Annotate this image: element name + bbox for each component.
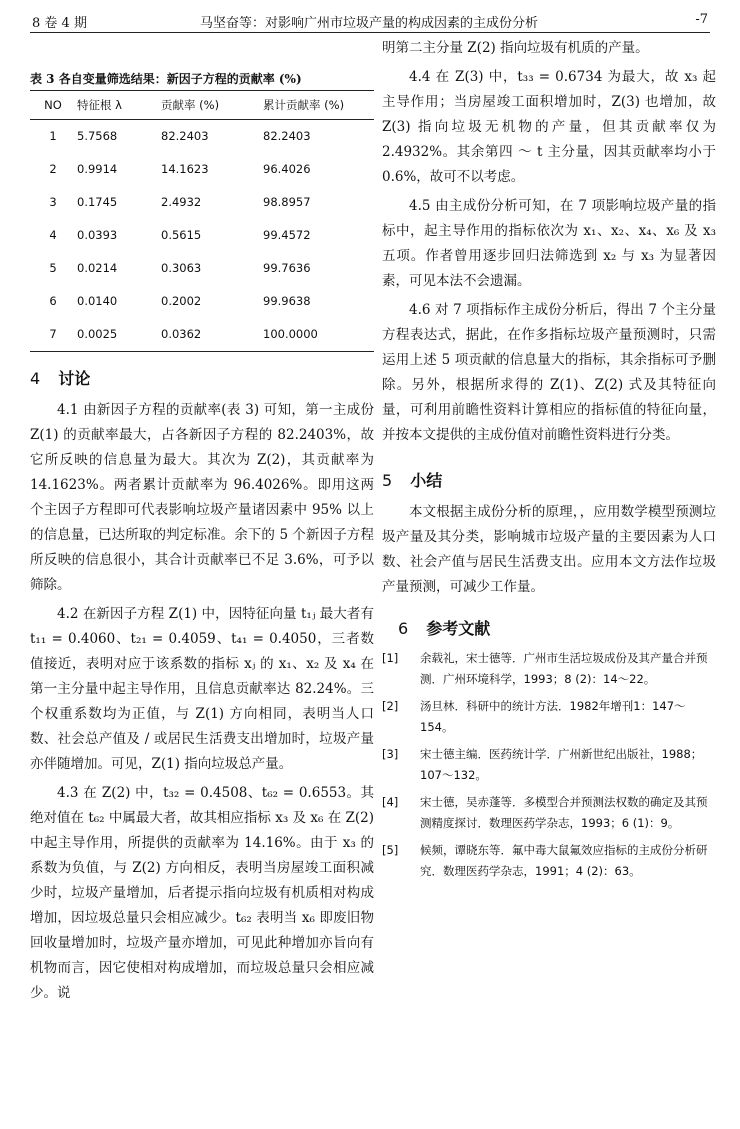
table-cell: 99.4572 bbox=[263, 228, 311, 242]
reference-text: 候频，谭晓东等．氟中毒大鼠氟效应指标的主成份分析研究．数理医药学杂志，1991；4 (2)：63。 bbox=[420, 843, 708, 878]
paragraph-4-6: 4.6 对 7 项指标作主成份分析后，得出 7 个主分量方程表达式，据此，在作多指标垃圾产量预测时，只需运用上述 5 项贡献的信息量大的指标，其余指标可予删除。另外，根据所求得的 Z(1)、Z(2) 式及其特征向量，可利用前瞻性资料计算相应的指标值的特征向量，并按本文提供的主成份值对前瞻性资料进行分类。 bbox=[382, 302, 716, 443]
table-cell: 98.8957 bbox=[263, 195, 311, 209]
section-5-heading bbox=[382, 468, 716, 494]
table-cell: 14.1623 bbox=[161, 162, 209, 176]
reference-item bbox=[382, 696, 716, 738]
table-row bbox=[30, 120, 374, 154]
table-cell: 7 bbox=[49, 327, 57, 341]
table-cell: 0.0214 bbox=[77, 261, 118, 275]
section-number: 4 bbox=[30, 369, 41, 388]
table-cell: 0.0025 bbox=[77, 327, 118, 341]
reference-item bbox=[382, 744, 716, 786]
reference-number: [2] bbox=[382, 699, 399, 713]
col-header: 贡献率 (%) bbox=[161, 97, 220, 112]
paragraph-4-2: 4.2 在新因子方程 Z(1) 中，因特征向量 t₁ⱼ 最大者有 t₁₁ = 0.4060、t₂₁ = 0.4059、t₄₁ = 0.4050，三者数值接近，表明对应于该系数的指标 xⱼ 的 x₁、x₂ 及 x₄ 在第一主分量中起主导作用，且信息贡献率达 82.24%。三个权重系数均为正值，与 Z(1) 方向相同，表明当人口数、社会总产值及 / 或居民生活费支出增加时，垃圾产量亦伴随增加。可见，Z(1) 指向垃圾总产量。 bbox=[30, 606, 374, 772]
section-title: 讨论 bbox=[58, 369, 91, 388]
reference-text: 宋士德主编．医药统计学．广州新世纪出版社，1988；107～132。 bbox=[420, 747, 703, 782]
running-header bbox=[32, 6, 708, 32]
reference-text: 汤旦林．科研中的统计方法．1982年增刊1：147～154。 bbox=[420, 699, 686, 734]
table-cell: 0.0140 bbox=[77, 294, 118, 308]
volume-issue: 8 卷 4 期 bbox=[32, 16, 87, 31]
section-title: 小结 bbox=[410, 471, 443, 490]
table-caption: 表 3 各自变量筛选结果：新因子方程的贡献率 (%) bbox=[30, 72, 302, 86]
table-row bbox=[30, 153, 374, 186]
table-cell: 0.0362 bbox=[161, 327, 202, 341]
reference-number: [4] bbox=[382, 795, 399, 809]
col-header: NO bbox=[44, 97, 62, 112]
paragraph-4-5: 4.5 由主成份分析可知，在 7 项影响垃圾产量的指标中，起主导作用的指标依次为 x₁、x₂、x₄、x₆ 及 x₃ 五项。作者曾用逐步回归法筛选到 x₂ 与 x₃ 为显著因素，可见本法不会遗漏。 bbox=[382, 198, 716, 289]
reference-number: [5] bbox=[382, 843, 399, 857]
reference-list bbox=[382, 648, 716, 882]
table-row bbox=[30, 318, 374, 352]
header-rule bbox=[30, 32, 710, 33]
table-cell: 82.2403 bbox=[263, 129, 311, 143]
section-6-heading bbox=[382, 616, 716, 642]
table-header-row bbox=[30, 91, 374, 120]
left-column bbox=[30, 36, 374, 1006]
table-cell: 1 bbox=[49, 129, 57, 143]
table-cell: 0.0393 bbox=[77, 228, 118, 242]
reference-text: 宋士德，吴赤蓬等．多模型合并预测法权数的确定及其预测精度探讨．数理医药学杂志，1993；6 (1)：9。 bbox=[420, 795, 708, 830]
reference-item bbox=[382, 840, 716, 882]
table-cell: 0.3063 bbox=[161, 261, 202, 275]
table-cell: 2 bbox=[49, 162, 57, 176]
section-number: 6 bbox=[398, 619, 409, 638]
table-cell: 2.4932 bbox=[161, 195, 202, 209]
table-row bbox=[30, 219, 374, 252]
table-row bbox=[30, 186, 374, 219]
col-header: 特征根 λ bbox=[77, 97, 122, 112]
table-row bbox=[30, 285, 374, 318]
table-cell: 6 bbox=[49, 294, 57, 308]
reference-item bbox=[382, 792, 716, 834]
table-cell: 3 bbox=[49, 195, 57, 209]
reference-number: [3] bbox=[382, 747, 399, 761]
table-cell: 96.4026 bbox=[263, 162, 311, 176]
table-cell: 0.9914 bbox=[77, 162, 118, 176]
table-cell: 5.7568 bbox=[77, 129, 118, 143]
reference-item bbox=[382, 648, 716, 690]
right-column bbox=[382, 36, 716, 888]
contribution-table bbox=[30, 90, 374, 352]
table-cell: 0.2002 bbox=[161, 294, 202, 308]
table-cell: 99.9638 bbox=[263, 294, 311, 308]
table-cell: 99.7636 bbox=[263, 261, 311, 275]
table-cell: 0.1745 bbox=[77, 195, 118, 209]
table-cell: 100.0000 bbox=[263, 327, 318, 341]
paragraph-4-3: 4.3 在 Z(2) 中，t₃₂ = 0.4508、t₆₂ = 0.6553。其绝对值在 t₆₂ 中属最大者，故其相应指标 x₃ 及 x₆ 在 Z(2) 中起主导作用，所提供的贡献率为 14.16%。由于 x₃ 的系数为负值，与 Z(2) 方向相反，表明当房屋竣工面积减少时，垃圾产量增加，后者提示指向垃圾有机质相对构成增加，因垃圾总量只会相应减少。t₆₂ 表明当 x₆ 即废旧物回收量增加时，垃圾产量亦增加，可见此种增加亦旨向有机物而言，因它使相对构成增加，而垃圾总量只会相应减少。说 bbox=[30, 785, 374, 1001]
table-cell: 0.5615 bbox=[161, 228, 202, 242]
section-title: 参考文献 bbox=[426, 619, 491, 638]
section-number: 5 bbox=[382, 471, 393, 490]
reference-number: [1] bbox=[382, 651, 399, 665]
table-cell: 5 bbox=[49, 261, 57, 275]
col-header: 累计贡献率 (%) bbox=[263, 97, 345, 112]
page-number: -7 bbox=[695, 12, 708, 27]
table-cell: 82.2403 bbox=[161, 129, 209, 143]
paragraph-4-1: 4.1 由新因子方程的贡献率(表 3) 可知，第一主成份 Z(1) 的贡献率最大，占各新因子方程的 82.2403%，故它所反映的信息量为最大。其次为 Z(2)，其贡献率为 14.1623%。两者累计贡献率为 96.4026%。即用这两个主因子方程即可代表影响垃圾产量诸因素中 95% 以上的信息量，已达所取的判定标准。余下的 5 个新因子方程所反映的信息很小，其合计贡献率已不足 3.6%，可予以筛除。 bbox=[30, 402, 374, 593]
running-title: 马坚奋等：对影响广州市垃圾产量的构成因素的主成份分析 bbox=[200, 16, 539, 31]
paragraph-4-3-continued: 明第二主分量 Z(2) 指向垃圾有机质的产量。 bbox=[382, 40, 649, 56]
table-row bbox=[30, 252, 374, 285]
paragraph-4-4: 4.4 在 Z(3) 中，t₃₃ = 0.6734 为最大，故 x₃ 起主导作用；当房屋竣工面积增加时，Z(3) 也增加，故 Z(3) 指向垃圾无机物的产量，但其贡献率仅为 2.4932%。其余第四 ～ t 主分量，因其贡献率均小于 0.6%，故可不以考虑。 bbox=[382, 69, 716, 185]
table-cell: 4 bbox=[49, 228, 57, 242]
section-4-heading bbox=[30, 366, 374, 392]
summary-paragraph: 本文根据主成份分析的原理，，应用数学模型预测垃圾产量及其分类，影响城市垃圾产量的主要因素为人口数、社会产值与居民生活费支出。应用本文方法作垃圾产量预测，可减少工作量。 bbox=[382, 504, 716, 595]
reference-text: 余载礼，宋士德等．广州市生活垃圾成份及其产量合并预测．广州环境科学，1993；8 (2)：14～22。 bbox=[420, 651, 708, 686]
